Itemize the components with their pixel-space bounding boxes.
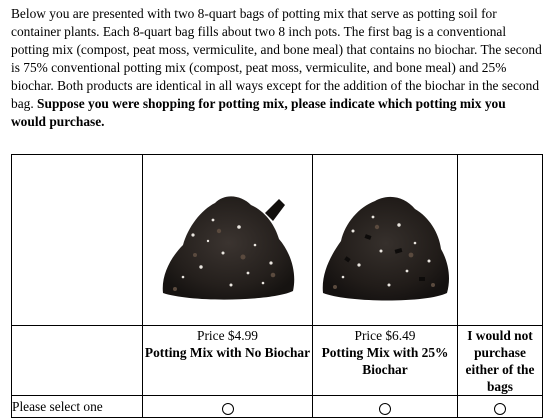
option-1-label-cell xyxy=(143,326,313,396)
none-option-label: I would not purchase either of the bags xyxy=(465,328,535,394)
empty-cell xyxy=(12,155,143,326)
choice-table xyxy=(11,154,543,418)
none-option-radio[interactable] xyxy=(494,403,506,415)
select-label: Please select one xyxy=(12,396,143,418)
none-option-cell xyxy=(458,326,543,396)
label-row xyxy=(12,326,543,396)
select-row xyxy=(12,396,543,418)
intro-text: Below you are presented with two 8-quart bags of potting mix that serve as potting soil for container plants. Each 8-quart bag fills about two 8 inch pots. The first bag is a conventional potting mix (compost, peat moss, vermiculite, and bone meal) that contains no biochar. The second is 75% conventional potting mix (compost, peat moss, vermiculite, and bone meal) and 25% biochar. Both products are identical in all ways except for the addition of the biochar in the second bag. xyxy=(11,6,542,111)
potting-mix-no-biochar-image xyxy=(153,165,303,315)
option-1-radio-cell xyxy=(143,396,313,418)
option-1-name: Potting Mix with No Biochar xyxy=(144,345,311,360)
image-row xyxy=(12,155,543,326)
option-1-image-cell xyxy=(143,155,313,326)
option-2-label-cell xyxy=(313,326,458,396)
empty-cell xyxy=(458,155,543,326)
survey-intro xyxy=(11,5,543,131)
option-2-image-cell xyxy=(313,155,458,326)
option-2-name: Potting Mix with 25% Biochar xyxy=(321,345,449,377)
option-2-price: Price $6.49 xyxy=(354,328,416,343)
option-2-radio[interactable] xyxy=(379,403,391,415)
option-1-price: Price $4.99 xyxy=(197,328,258,343)
option-2-radio-cell xyxy=(313,396,458,418)
option-1-radio[interactable] xyxy=(222,403,234,415)
potting-mix-25-biochar-image xyxy=(315,165,455,315)
empty-cell xyxy=(12,326,143,396)
none-option-radio-cell xyxy=(458,396,543,418)
intro-question: Suppose you were shopping for potting mix, please indicate which potting mix you would purchase. xyxy=(11,96,506,129)
